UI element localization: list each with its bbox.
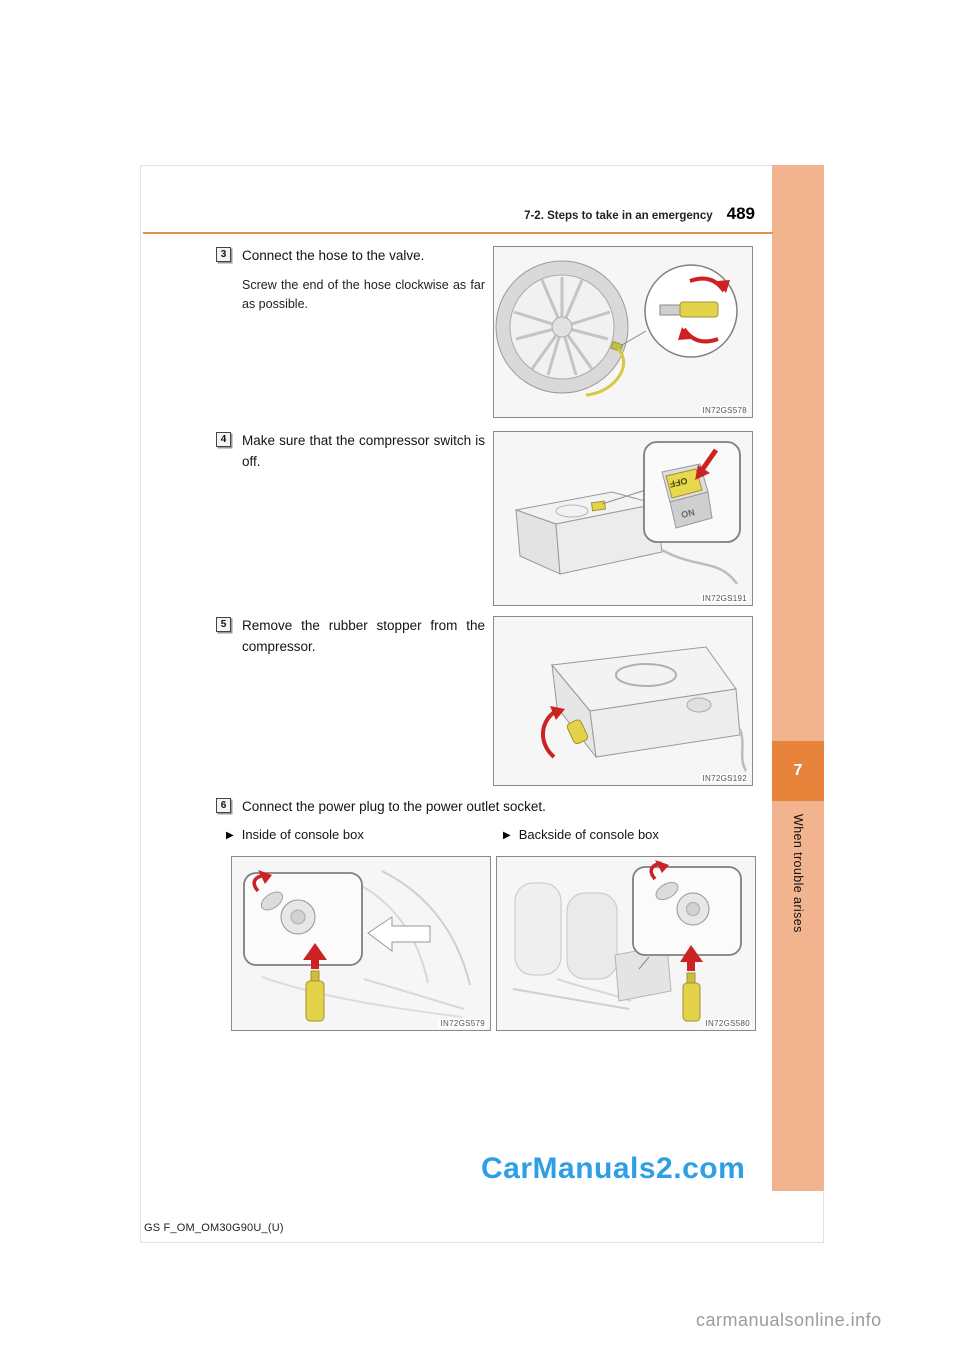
step-6-number-badge: 6	[216, 798, 231, 813]
step-3-number-badge: 3	[216, 247, 231, 262]
header-rule	[143, 232, 773, 234]
figure-inside-console	[231, 856, 491, 1031]
step-5-number-badge: 5	[216, 617, 231, 632]
figure-code: IN72GS191	[702, 594, 747, 603]
chapter-number-tab	[772, 741, 824, 801]
step-4-title: Make sure that the compressor switch is off.	[242, 433, 485, 469]
document-code: GS F_OM_OM30G90U_(U)	[144, 1222, 284, 1234]
rubber-stopper-illustration	[494, 617, 752, 785]
step-3	[216, 246, 492, 267]
inside-console-illustration	[232, 857, 490, 1030]
page-number: 489	[726, 204, 755, 223]
step-6-title: Connect the power plug to the power outlet socket.	[242, 799, 546, 814]
compressor-switch-illustration	[494, 432, 752, 605]
figure-tire-valve	[493, 246, 753, 418]
figure-code: IN72GS578	[702, 406, 747, 415]
figure-code: IN72GS192	[702, 774, 747, 783]
step-4	[216, 431, 485, 473]
switch-on-label: ON	[680, 507, 696, 520]
step-3-description: Screw the end of the hose clockwise as far as possible.	[242, 278, 485, 312]
watermark-carmanuals2: CarManuals2.com	[481, 1152, 746, 1185]
chapter-side-strip	[772, 165, 824, 1191]
step-3-title: Connect the hose to the valve.	[242, 248, 425, 263]
page-header	[524, 204, 755, 224]
option-backside-console-label: Backside of console box	[518, 827, 659, 842]
step-4-number-badge: 4	[216, 432, 231, 447]
figure-code: IN72GS579	[440, 1019, 485, 1028]
figure-rubber-stopper	[493, 616, 753, 786]
watermark-carmanualsonline: carmanualsonline.info	[696, 1310, 882, 1330]
switch-off-label: OFF	[668, 475, 689, 490]
option-inside-console	[226, 827, 364, 842]
figure-compressor-switch	[493, 431, 753, 606]
tire-valve-illustration	[494, 247, 752, 417]
chapter-number: 7	[793, 762, 803, 779]
option-backside-console	[503, 827, 659, 842]
figure-code: IN72GS580	[705, 1019, 750, 1028]
play-marker-icon: ▶	[226, 830, 234, 841]
step-6	[216, 797, 762, 818]
step-5-title: Remove the rubber stopper from the compressor.	[242, 618, 485, 654]
option-inside-console-label: Inside of console box	[241, 827, 364, 842]
step-5	[216, 616, 485, 658]
page-frame	[140, 165, 824, 1243]
backside-console-illustration	[497, 857, 755, 1030]
chapter-title-vertical: When trouble arises	[791, 814, 805, 933]
figure-backside-console	[496, 856, 756, 1031]
section-title: 7-2. Steps to take in an emergency	[524, 210, 713, 222]
play-marker-icon: ▶	[503, 830, 511, 841]
